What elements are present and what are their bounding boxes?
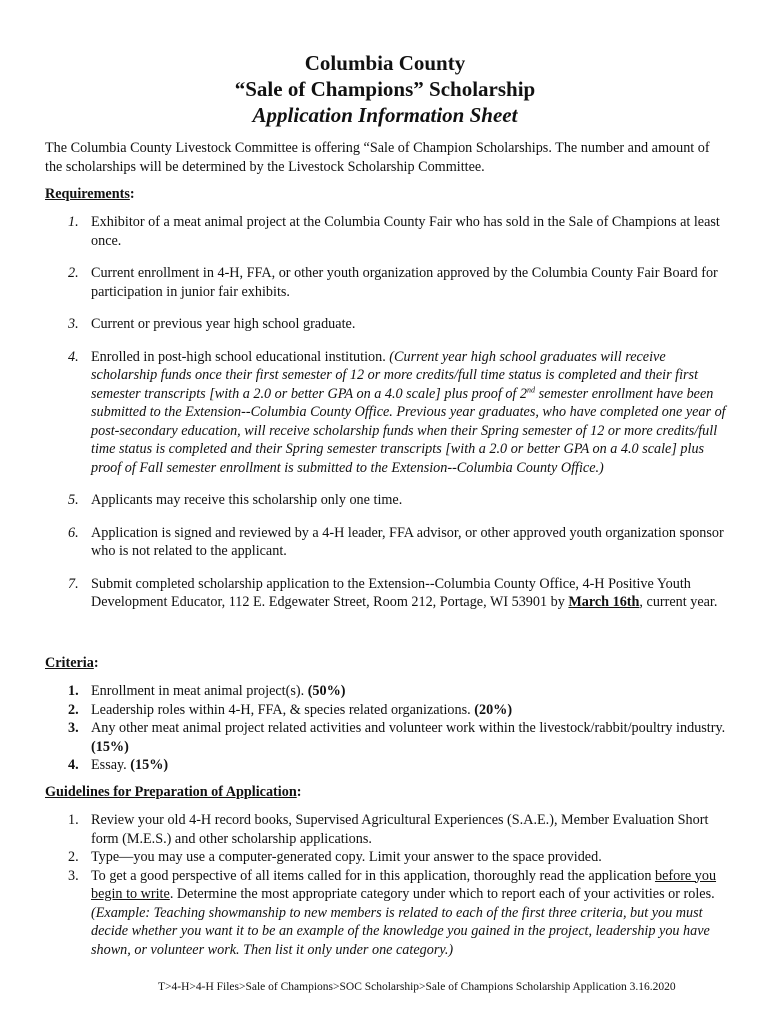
intro-paragraph: The Columbia County Livestock Committee is offering “Sale of Champion Scholarships. The number and amount of the scholarships will be determined by the Livestock Scholarship Committee. <box>45 140 710 175</box>
guidelines-list <box>45 811 730 959</box>
item-number: 1. <box>68 683 79 699</box>
superscript-nd: nd <box>527 384 536 394</box>
criteria-heading-text: Criteria <box>45 655 94 671</box>
criteria-heading-colon: : <box>93 655 99 671</box>
item-text-tail: , current year. <box>639 594 718 610</box>
guidelines-heading-colon: : <box>296 784 302 800</box>
guideline-item <box>45 811 730 848</box>
requirement-item <box>45 491 730 510</box>
item-number: 1. <box>68 214 79 230</box>
item-number: 7. <box>68 575 79 592</box>
guideline-item <box>45 848 730 867</box>
title-scholarship: “Sale of Champions” Scholarship <box>234 77 536 101</box>
item-number: 3. <box>68 316 79 332</box>
item-text: Applicants may receive this scholarship only one time. <box>91 492 403 508</box>
item-text: Exhibitor of a meat animal project at the Columbia County Fair who has sold in the Sale of Champions at least once. <box>91 214 720 249</box>
requirement-item <box>45 575 730 612</box>
item-note-cont: semester enrollment have been submitted to the Extension--Columbia County Office. Previous year graduates, who have completed one year of post-secondary education, will receive scholarship funds when their Spring semester of 12 or more credits/full time status is completed and their Spring semester transcripts [with a 2.0 or better GPA on a 4.0 scale] plus proof of Fall semester enrollment is submitted to the Extension--Columbia County Office.) <box>91 385 726 476</box>
item-text: To get a good perspective of all items called for in this application, thoroughly read the application <box>91 867 655 884</box>
criteria-item <box>45 719 730 756</box>
title-info-sheet: Application Information Sheet <box>252 103 518 127</box>
item-text: Current or previous year high school graduate. <box>91 316 356 332</box>
criteria-heading <box>45 655 99 672</box>
weight-percent: (15%) <box>91 738 129 755</box>
item-text: Type—you may use a computer-generated copy. Limit your answer to the space provided. <box>91 849 602 865</box>
item-text: Current enrollment in 4-H, FFA, or other youth organization approved by the Columbia County Fair Board for participation in junior fair exhibits. <box>91 265 718 300</box>
item-note: (Current year high school graduates will receive scholarship funds once their first semester of 12 or more credits/full time status is completed and their first semester transcripts [with a 2.0 or better GPA on a 4.0 scale] plus proof of 2 <box>91 348 699 402</box>
criteria-item <box>45 682 730 701</box>
item-text: Enrollment in meat animal project(s). <box>91 683 308 699</box>
requirements-heading <box>45 186 135 203</box>
requirement-item <box>45 315 730 334</box>
requirement-item <box>45 264 730 301</box>
guidelines-heading <box>45 784 301 801</box>
criteria-item <box>45 756 730 775</box>
item-text: Enrolled in post-high school educational institution. <box>91 348 390 365</box>
item-text: Submit completed scholarship application to the Extension--Columbia County Office, 4-H Positive Youth Development Educator, 112 E. Edgewater Street, Room 212, Portage, WI 53901 by <box>91 575 691 610</box>
requirement-item <box>45 213 730 250</box>
item-text: Essay. <box>91 757 131 773</box>
item-number: 4. <box>68 757 79 773</box>
requirements-heading-text: Requirements <box>45 186 130 202</box>
item-number: 1. <box>68 812 79 828</box>
weight-percent: (50%) <box>307 683 346 699</box>
item-number: 3. <box>68 720 79 736</box>
requirements-heading-colon: : <box>129 186 135 202</box>
criteria-list <box>45 682 730 775</box>
item-text: Review your old 4-H record books, Supervised Agricultural Experiences (S.A.E.), Member Evaluation Short form (M.E.S.) and other scholarship applications. <box>91 812 709 847</box>
item-number: 2. <box>68 849 79 865</box>
requirements-list <box>45 213 730 626</box>
item-text: Any other meat animal project related activities and volunteer work within the livestock/rabbit/poultry industry. <box>91 720 726 736</box>
guideline-item <box>45 867 730 960</box>
underlined-phrase: before you begin to write <box>91 867 717 902</box>
criteria-item <box>45 701 730 720</box>
item-number: 6. <box>68 524 79 541</box>
deadline-date: March 16th <box>568 594 640 610</box>
weight-percent: (20%) <box>474 701 513 718</box>
item-number: 2. <box>68 701 79 718</box>
requirement-item <box>45 524 730 561</box>
requirement-item <box>45 348 730 478</box>
item-number: 5. <box>68 492 79 508</box>
title-county: Columbia County <box>304 51 466 75</box>
item-text: Leadership roles within 4-H, FFA, & species related organizations. <box>91 701 475 718</box>
item-number: 4. <box>68 348 79 365</box>
title-block <box>0 50 770 128</box>
item-number: 2. <box>68 265 79 281</box>
guidelines-heading-text: Guidelines for Preparation of Application <box>45 784 297 800</box>
weight-percent: (15%) <box>130 757 169 773</box>
footer-file-path: T>4-H>4-H Files>Sale of Champions>SOC Scholarship>Sale of Champions Scholarship Application 3.16.2020 <box>158 981 676 993</box>
item-number: 3. <box>68 867 79 884</box>
item-text-cont: . Determine the most appropriate category under which to report each of your activities or roles. <box>169 886 715 902</box>
item-text: Application is signed and reviewed by a 4-H leader, FFA advisor, or other approved youth organization sponsor who is not related to the applicant. <box>91 524 724 559</box>
example-note: (Example: Teaching showmanship to new members is related to each of the first three criteria, but you must decide whether you want it to be an example of the knowledge you gained in the project, leadership you have shown, or volunteer work. Then list it only under one category.) <box>91 904 710 958</box>
